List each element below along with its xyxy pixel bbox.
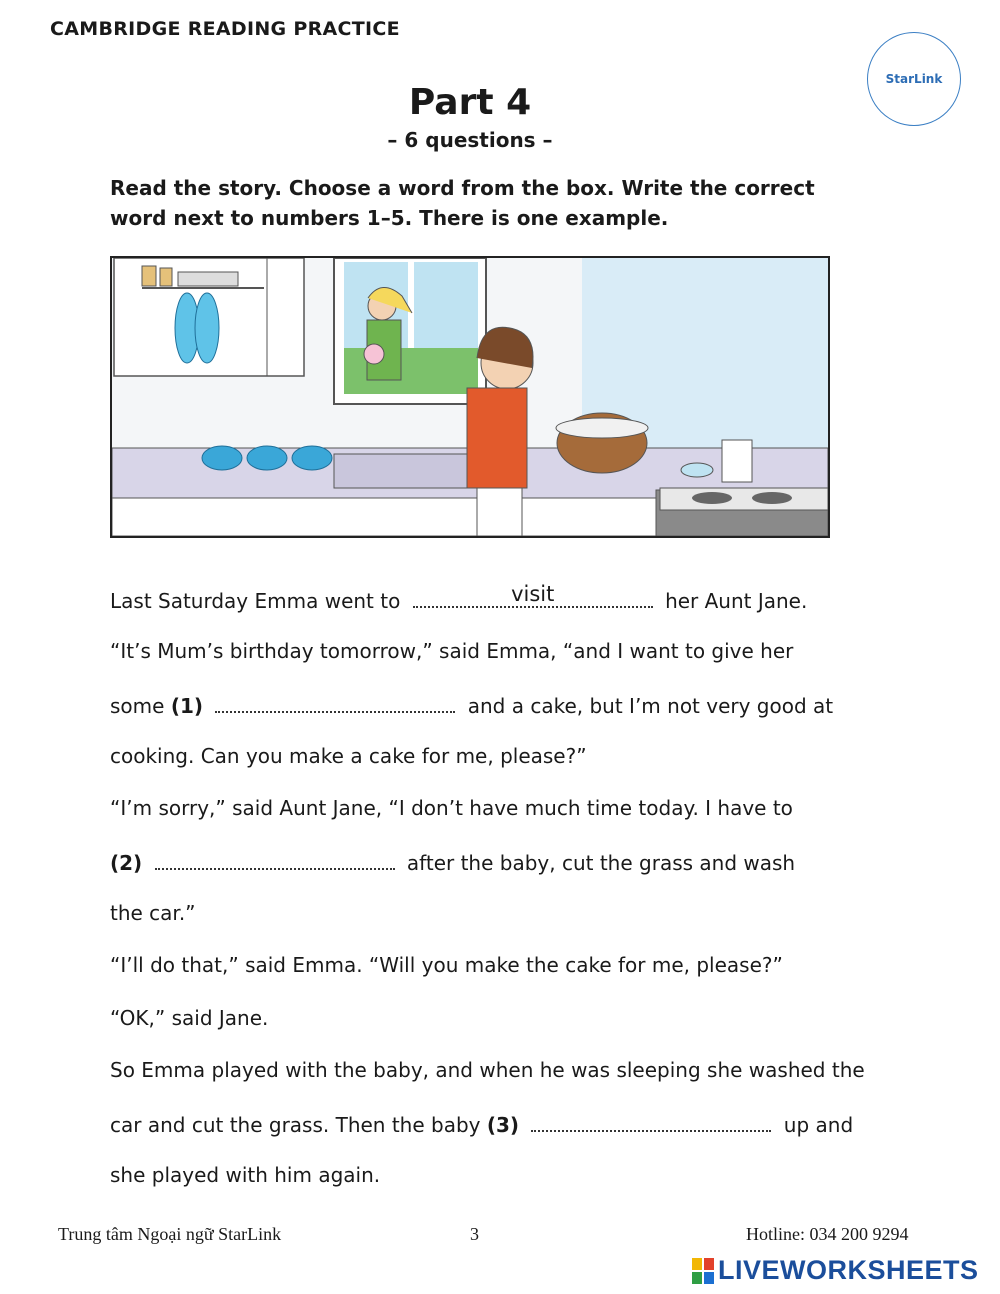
story-text: car and cut the grass. Then the baby [110,1113,481,1137]
brand-text: LIVEWORKSHEETS [718,1255,979,1285]
story-line-11 [110,1108,853,1140]
example-answer: visit [511,582,555,606]
story-line-2: “It’s Mum’s birthday tomorrow,” said Emma, “and I want to give her [110,639,794,663]
story-text: after the baby, cut the grass and wash [406,851,796,875]
answer-field-1[interactable] [215,689,455,713]
kitchen-scene-illustration [110,256,830,538]
footer-hotline: Hotline: 034 200 9294 [746,1224,909,1244]
page-number: 3 [470,1224,479,1244]
footer-center-name: Trung tâm Ngoại ngữ StarLink [58,1224,282,1244]
part-title: Part 4 [408,82,532,123]
story-line-1 [110,584,807,616]
story-text: up and [783,1113,854,1137]
question-number-2: (2) [110,851,143,875]
story-line-3 [110,689,833,721]
answer-field-3[interactable] [531,1108,771,1132]
answer-field-2[interactable] [155,846,395,870]
liveworksheets-logo-icon [692,1258,714,1284]
story-line-7: the car.” [110,901,196,925]
logo-text: StarLink [885,72,943,86]
story-line-4: cooking. Can you make a cake for me, please?” [110,744,587,768]
example-answer-field[interactable] [413,584,653,608]
story-text: some [110,694,165,718]
liveworksheets-brand[interactable] [692,1255,979,1286]
story-line-5: “I’m sorry,” said Aunt Jane, “I don’t have much time today. I have to [110,796,793,820]
header-title: CAMBRIDGE READING PRACTICE [50,18,400,40]
part-subtitle: – 6 questions – [387,128,553,152]
question-number-3: (3) [486,1113,520,1137]
story-line-9: “OK,” said Jane. [110,1006,269,1030]
story-text: Last Saturday Emma went to [110,589,401,613]
story-text: and a cake, but I’m not very good at [467,694,834,718]
story-line-6 [110,846,795,878]
story-line-12: she played with him again. [110,1163,381,1187]
story-line-8: “I’ll do that,” said Emma. “Will you make the cake for me, please?” [110,953,783,977]
story-text: her Aunt Jane. [665,589,808,613]
question-number-1: (1) [170,694,204,718]
instructions: Read the story. Choose a word from the box. Write the correct word next to numbers 1–5. There is one example. [110,176,815,230]
story-line-10: So Emma played with the baby, and when he was sleeping she washed the [110,1058,865,1082]
